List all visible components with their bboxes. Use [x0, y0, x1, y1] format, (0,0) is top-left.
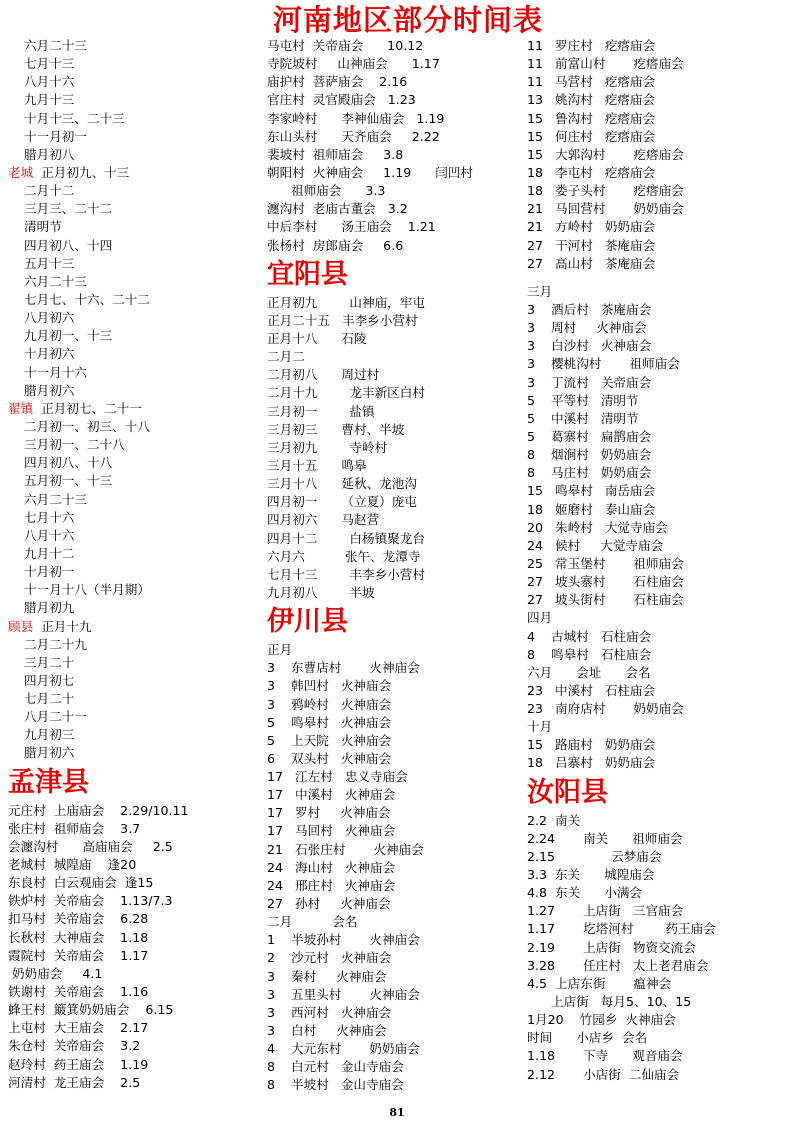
- list-item: 铁炉村 关帝庙会 1.13/7.3: [8, 893, 173, 909]
- list-block: [8, 182, 258, 400]
- list-item: 2.24 南关 祖师庙会: [527, 830, 683, 846]
- list-item: 2.2 南关: [527, 812, 581, 828]
- list-item: 三月: [527, 283, 553, 299]
- list-item: 23 中溪村 石柱庙会: [527, 682, 656, 698]
- list-item: 三月十五 鸣皋: [267, 457, 367, 473]
- list-item: 5 平等村 清明节: [527, 392, 639, 408]
- list-item: 六月六 张午、龙潭寺: [267, 548, 421, 564]
- list-item: 十一月十六: [8, 364, 87, 380]
- list-block: [527, 812, 789, 1084]
- list-item: 17 马回村 火神庙会: [267, 823, 396, 839]
- list-item: 瀍沟村 老庙古董会 3.2: [267, 201, 408, 217]
- column-3: [527, 37, 789, 1084]
- list-item: 三月十八 延秋、龙池沟: [267, 476, 417, 492]
- list-item: 8 半坡村 金山寺庙会: [267, 1077, 404, 1093]
- list-item: 二月十二: [8, 183, 75, 199]
- list-item: 朝阳村 火神庙会 1.19 闫凹村: [267, 164, 474, 180]
- list-item: 三月初三 曹村、半坡: [267, 421, 405, 437]
- list-item: 15 何庄村 疙瘩庙会: [527, 128, 656, 144]
- list-item: 十月: [527, 719, 553, 735]
- list-item: 老城 正月初九、十三: [8, 164, 130, 180]
- list-item: 寺院坡村 山神庙会 1.17: [267, 56, 440, 72]
- place-label: 老城: [8, 164, 34, 180]
- list-item: 8 烟涧村 奶奶庙会: [527, 447, 652, 463]
- list-item: 二月十九 龙丰新区白村: [267, 385, 425, 401]
- list-block: [267, 294, 522, 602]
- list-item: 中后李村 汤王庙会 1.21: [267, 219, 436, 235]
- page-title: 河南地区部分时间表: [272, 3, 543, 37]
- list-block: [8, 418, 258, 618]
- list-item: 27 高山村 茶庵庙会: [527, 255, 656, 271]
- list-item: 九月初一、十三: [8, 328, 113, 344]
- list-item: 11 马营村 疙瘩庙会: [527, 74, 656, 90]
- list-item: 18 吕寨村 奶奶庙会: [527, 755, 656, 771]
- list-item: 正月二十五 丰李乡小营村: [267, 312, 418, 328]
- list-item: 3 鸦岭村 火神庙会: [267, 696, 392, 712]
- list-item: 6 双头村 火神庙会: [267, 750, 392, 766]
- list-item: 六月二十三: [8, 273, 87, 289]
- list-item: 九月十三: [8, 92, 75, 108]
- list-item: 李家岭村 李神仙庙会 1.19: [267, 110, 445, 126]
- list-item: 八月初六: [8, 310, 75, 326]
- county-heading: 宜阳县: [267, 258, 348, 290]
- list-item: 八月二十一: [8, 709, 87, 725]
- list-item: 8 马庄村 奶奶庙会: [527, 465, 652, 481]
- list-block: [8, 636, 258, 763]
- list-item: 四月初八、十四: [8, 237, 113, 253]
- list-item: 1.27 上店街 三官庙会: [527, 903, 684, 919]
- list-item: 正月初九 山神庙，牢屯: [267, 294, 425, 310]
- list-item: 朱仓村 关帝庙会 3.2: [8, 1038, 141, 1054]
- list-item: 四月初八、十八: [8, 455, 113, 471]
- list-item: 祖师庙会 3.3: [267, 183, 386, 199]
- list-item: 15 鸣皋村 南岳庙会: [527, 483, 656, 499]
- list-item: 四月初七: [8, 672, 75, 688]
- list-item: 24 海山村 火神庙会: [267, 859, 396, 875]
- list-item: 15 鲁沟村 疙瘩庙会: [527, 110, 656, 126]
- list-item: 扣马村 关帝庙会 6.28: [8, 911, 149, 927]
- list-item: 4.8 东关 小满会: [527, 885, 643, 901]
- place-label: 顾县: [8, 618, 34, 634]
- list-item: 三月二十: [8, 654, 75, 670]
- list-item: 二月初一、初三、十八: [8, 418, 150, 434]
- list-item: 十月十三、二十三: [8, 110, 125, 126]
- list-item: 3 五里头村 火神庙会: [267, 986, 420, 1002]
- county-heading: 汝阳县: [527, 776, 608, 808]
- column-2: [267, 37, 522, 1095]
- list-item: 5 上天院 火神庙会: [267, 732, 392, 748]
- list-item: 18 李屯村 疙瘩庙会: [527, 164, 656, 180]
- list-item: 八月十六: [8, 527, 75, 543]
- list-item: 3 丁流村 关帝庙会: [527, 374, 652, 390]
- list-item: 三月初一、二十八: [8, 437, 125, 453]
- list-item: 11 前富山村 疙瘩庙会: [527, 56, 684, 72]
- list-item: 时间 小店乡 会名: [527, 1030, 648, 1046]
- list-item: 七月二十: [8, 691, 75, 707]
- list-item: 24 邢庄村 火神庙会: [267, 877, 396, 893]
- list-item: 21 石张庄村 火神庙会: [267, 841, 424, 857]
- list-item: 3 秦村 火神庙会: [267, 968, 387, 984]
- list-item: 庙护村 菩萨庙会 2.16: [267, 74, 408, 90]
- list-item: 二月二: [267, 349, 305, 365]
- list-item: 七月七、十六、二十二: [8, 291, 150, 307]
- list-item: 霞院村 关帝庙会 1.17: [8, 947, 149, 963]
- list-item: 奶奶庙会 4.1: [8, 965, 103, 981]
- list-item: 3 酒后村 茶庵庙会: [527, 301, 652, 317]
- list-item: 四月: [527, 610, 553, 626]
- list-item: 1月20 竹园乡 火神庙会: [527, 1012, 676, 1028]
- list-item: 3 韩凹村 火神庙会: [267, 678, 392, 694]
- list-item: 顾县 正月十九: [8, 618, 92, 634]
- list-item: 正月: [267, 642, 293, 658]
- list-item: 八月十六: [8, 74, 75, 90]
- list-item: 3 西河村 火神庙会: [267, 1004, 392, 1020]
- list-item: 十一月初一: [8, 128, 87, 144]
- list-item: 五月初一、十三: [8, 473, 113, 489]
- county-heading: 孟津县: [8, 766, 89, 798]
- list-item: 翟镇 正月初七、二十一: [8, 400, 142, 416]
- column-1: [8, 37, 258, 1092]
- list-item: 裴坡村 祖师庙会 3.8: [267, 146, 404, 162]
- list-item: 1 半坡孙村 火神庙会: [267, 932, 420, 948]
- list-item: 正月十八 石陵: [267, 330, 367, 346]
- list-item: 18 姬磨村 泰山庙会: [527, 501, 656, 517]
- list-item: 8 鸣皋村 石柱庙会: [527, 646, 652, 662]
- list-item: 4 古城村 石柱庙会: [527, 628, 652, 644]
- list-block: [267, 641, 522, 1095]
- list-item: 2.19 上店街 物资交流会: [527, 939, 696, 955]
- list-item: 蜂王村 簸箕奶奶庙会 6.15: [8, 1002, 174, 1018]
- list-block: [527, 283, 789, 773]
- list-block: [267, 37, 522, 255]
- list-item: 二月二十九: [8, 636, 87, 652]
- list-item: 21 方岭村 奶奶庙会: [527, 219, 656, 235]
- list-item: 四月十二 白杨镇聚龙台: [267, 530, 425, 546]
- list-item: 东山头村 天齐庙会 2.22: [267, 128, 440, 144]
- list-item: 27 干河村 茶庵庙会: [527, 237, 656, 253]
- list-item: 张庄村 祖师庙会 3.7: [8, 820, 141, 836]
- list-item: 3 白沙村 火神庙会: [527, 338, 652, 354]
- list-item: 3 白村 火神庙会: [267, 1023, 387, 1039]
- list-item: 河清村 龙王庙会 2.5: [8, 1074, 141, 1090]
- list-item: 铁谢村 关帝庙会 1.16: [8, 984, 149, 1000]
- list-item: 3 东曹店村 火神庙会: [267, 660, 420, 676]
- list-item: 20 朱岭村 大觉寺庙会: [527, 519, 668, 535]
- list-item: 长秋村 大神庙会 1.18: [8, 929, 149, 945]
- list-item: 27 坡头寨村 石柱庙会: [527, 574, 684, 590]
- list-item: 25 常玉堡村 祖师庙会: [527, 555, 684, 571]
- county-heading: 伊川县: [267, 606, 348, 638]
- list-item: 官庄村 灵官殿庙会 1.23: [267, 92, 416, 108]
- list-item: 三月初九 寺岭村: [267, 439, 388, 455]
- list-item: 21 马回营村 奶奶庙会: [527, 201, 684, 217]
- list-item: 九月十二: [8, 545, 75, 561]
- list-item: 会瀍沟村 高庙庙会 2.5: [8, 838, 173, 854]
- list-item: 五月十三: [8, 255, 75, 271]
- list-item: 13 姚沟村 疙瘩庙会: [527, 92, 656, 108]
- list-item: 元庄村 上庙庙会 2.29/10.11: [8, 802, 189, 818]
- list-item: 4 大元东村 奶奶庙会: [267, 1041, 420, 1057]
- list-item: 5 鸣皋村 火神庙会: [267, 714, 392, 730]
- place-label: 翟镇: [8, 400, 34, 416]
- list-item: 二月初八 周过村: [267, 367, 380, 383]
- list-item: 腊月初九: [8, 600, 75, 616]
- list-item: 张杨村 房郎庙会 6.6: [267, 237, 404, 253]
- list-item: 老城村 城隍庙 逢20: [8, 857, 137, 873]
- list-item: 15 路庙村 奶奶庙会: [527, 737, 656, 753]
- list-item: 三月三、二十二: [8, 201, 113, 217]
- list-item: 上店街 每月5、10、15: [527, 994, 692, 1010]
- list-item: 4.5 上店东街 瘟神会: [527, 975, 672, 991]
- list-item: 3 樱桃沟村 祖师庙会: [527, 356, 680, 372]
- list-item: 六月 会址 会名: [527, 664, 651, 680]
- list-item: 十月初六: [8, 346, 75, 362]
- list-item: 24 候村 大觉寺庙会: [527, 537, 664, 553]
- page-number: 81: [389, 1106, 405, 1119]
- list-item: 十一月十八（半月期）: [8, 582, 150, 598]
- list-item: 2.12 小店街 二仙庙会: [527, 1066, 680, 1082]
- list-block: [8, 37, 258, 164]
- list-item: 九月初三: [8, 727, 75, 743]
- list-item: 27 孙村 火神庙会: [267, 896, 391, 912]
- list-item: 九月初八 半坡: [267, 584, 375, 600]
- list-item: 5 葛寨村 扁鹊庙会: [527, 428, 652, 444]
- list-item: 上屯村 大王庙会 2.17: [8, 1020, 149, 1036]
- list-item: 四月初一 （立夏）庞屯: [267, 494, 417, 510]
- list-item: 3.3 东关 城隍庙会: [527, 867, 655, 883]
- list-item: 15 大郭沟村 疙瘩庙会: [527, 146, 684, 162]
- list-item: 二月 会名: [267, 914, 358, 930]
- list-item: 清明节: [8, 219, 62, 235]
- list-item: 四月初六 马赵营: [267, 512, 380, 528]
- list-item: 1.18 下寺 观音庙会: [527, 1048, 683, 1064]
- list-item: 17 江左村 忠义寺庙会: [267, 769, 408, 785]
- list-item: 腊月初八: [8, 146, 75, 162]
- list-item: 七月十三: [8, 56, 75, 72]
- list-item: 赵玲村 药王庙会 1.19: [8, 1056, 149, 1072]
- list-item: 8 白元村 金山寺庙会: [267, 1059, 404, 1075]
- list-item: 11 罗庄村 疙瘩庙会: [527, 38, 656, 53]
- list-block: [8, 802, 258, 1092]
- list-item: 六月二十三: [8, 491, 87, 507]
- list-item: 5 中溪村 清明节: [527, 410, 639, 426]
- list-item: 23 南府店村 奶奶庙会: [527, 701, 684, 717]
- list-item: 七月十六: [8, 509, 75, 525]
- list-item: 七月十三 丰李乡小营村: [267, 566, 425, 582]
- list-item: 腊月初六: [8, 745, 75, 761]
- list-item: 2.15 云梦庙会: [527, 848, 662, 864]
- list-item: 17 罗村 火神庙会: [267, 805, 391, 821]
- list-item: 2 沙元村 火神庙会: [267, 950, 392, 966]
- list-block: [527, 37, 789, 273]
- list-item: 3.28 任庄村 太上老君庙会: [527, 957, 709, 973]
- list-item: 3 周村 火神庙会: [527, 320, 647, 336]
- list-item: 六月二十三: [8, 38, 87, 53]
- list-item: 三月初一 盐镇: [267, 403, 375, 419]
- list-item: 腊月初六: [8, 382, 75, 398]
- list-item: 17 中溪村 火神庙会: [267, 787, 396, 803]
- list-item: 1.17 圪塔河村 药王庙会: [527, 921, 716, 937]
- list-item: 东良村 白云观庙会 逢15: [8, 875, 154, 891]
- list-item: 十月初一: [8, 564, 75, 580]
- list-item: 马屯村 关帝庙会 10.12: [267, 38, 424, 53]
- list-item: 18 娄子头村 疙瘩庙会: [527, 183, 684, 199]
- list-item: 27 坡头街村 石柱庙会: [527, 592, 684, 608]
